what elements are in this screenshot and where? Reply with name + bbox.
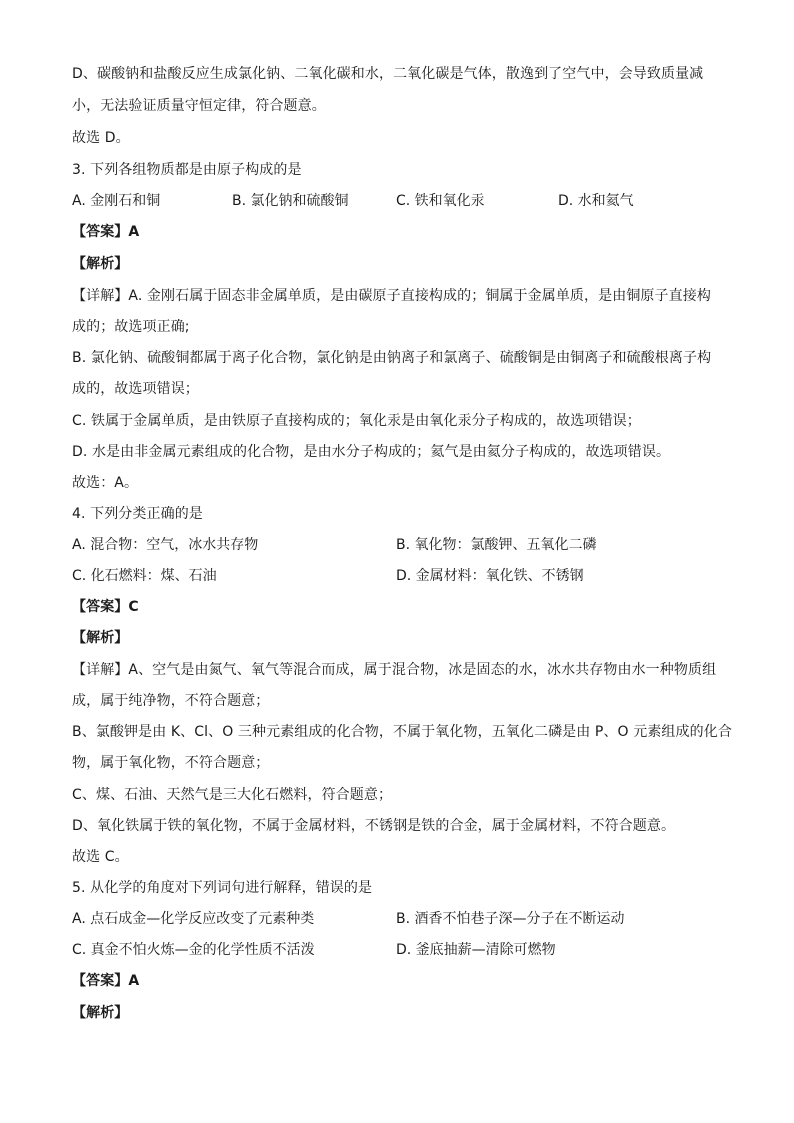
q5-option-b: B. 酒香不怕巷子深—分子在不断运动 [396,911,625,927]
q4-detail-line2: 成，属于纯净物，不符合题意； [72,693,270,709]
q3-analysis-heading: 【解析】 [72,256,129,272]
q3-option-b-explanation-line2: 成的，故选项错误； [72,381,199,397]
q4-answer: 【答案】C [72,599,139,615]
q2-conclusion: 故选 D。 [72,130,130,146]
q4-option-b-explanation-line2: 物，属于氧化物，不符合题意； [72,755,270,771]
q3-option-a: A. 金刚石和铜 [72,193,161,209]
q3-option-b: B. 氯化钠和硫酸铜 [232,193,349,209]
q2-option-d-explanation-line1: D、碳酸钠和盐酸反应生成氯化钠、二氧化碳和水，二氧化碳是气体，散逸到了空气中，会导致质量减 [72,66,704,82]
q4-option-c-explanation: C、煤、石油、天然气是三大化石燃料，符合题意； [72,787,393,803]
q5-option-c: C. 真金不怕火炼—金的化学性质不活泼 [72,942,315,958]
q3-stem: 3. 下列各组物质都是由原子构成的是 [72,162,302,178]
q3-option-c-explanation: C. 铁属于金属单质，是由铁原子直接构成的；氧化汞是由氧化汞分子构成的，故选项错误； [72,413,641,429]
q3-detail-line2: 成的；故选项正确; [72,319,190,335]
q3-option-b-explanation-line1: B. 氯化钠、硫酸铜都属于离子化合物，氯化钠是由钠离子和氯离子、硫酸铜是由铜离子和硫酸根离子构 [72,350,712,366]
q5-option-a: A. 点石成金—化学反应改变了元素种类 [72,911,315,927]
q4-conclusion: 故选 C。 [72,849,129,865]
q5-answer: 【答案】A [72,973,140,989]
q4-stem: 4. 下列分类正确的是 [72,506,203,522]
q4-option-d-explanation: D、氧化铁属于铁的氧化物，不属于金属材料，不锈钢是铁的合金，属于金属材料，不符合题意。 [72,818,676,834]
q4-analysis-heading: 【解析】 [72,630,129,646]
q4-detail-line1: 【详解】A、空气是由氮气、氧气等混合而成，属于混合物，冰是固态的水，冰水共存物由水一种物质组 [72,662,717,678]
q5-option-d: D. 釜底抽薪—清除可燃物 [396,942,556,958]
q4-option-a: A. 混合物：空气，冰水共存物 [72,537,259,553]
q4-option-d: D. 金属材料：氧化铁、不锈钢 [396,568,584,584]
q3-conclusion: 故选：A。 [72,475,139,491]
q3-option-d-explanation: D. 水是由非金属元素组成的化合物，是由水分子构成的；氦气是由氦分子构成的，故选项错误。 [72,444,671,460]
q3-answer: 【答案】A [72,224,140,240]
q4-option-c: C. 化石燃料：煤、石油 [72,568,217,584]
q5-stem: 5. 从化学的角度对下列词句进行解释，错误的是 [72,880,373,896]
q5-analysis-heading: 【解析】 [72,1005,129,1021]
q4-option-b: B. 氧化物：氯酸钾、五氧化二磷 [396,537,597,553]
q2-option-d-explanation-line2: 小，无法验证质量守恒定律，符合题意。 [72,98,326,114]
q3-option-c: C. 铁和氧化汞 [396,193,485,209]
q4-option-b-explanation-line1: B、氯酸钾是由 K、Cl、O 三种元素组成的化合物，不属于氧化物，五氧化二磷是由 P、O 元素组成的化合 [72,724,732,740]
q3-option-d: D. 水和氦气 [558,193,634,209]
q3-detail-line1: 【详解】A. 金刚石属于固态非金属单质，是由碳原子直接构成的；铜属于金属单质，是由铜原子直接构 [72,288,711,304]
